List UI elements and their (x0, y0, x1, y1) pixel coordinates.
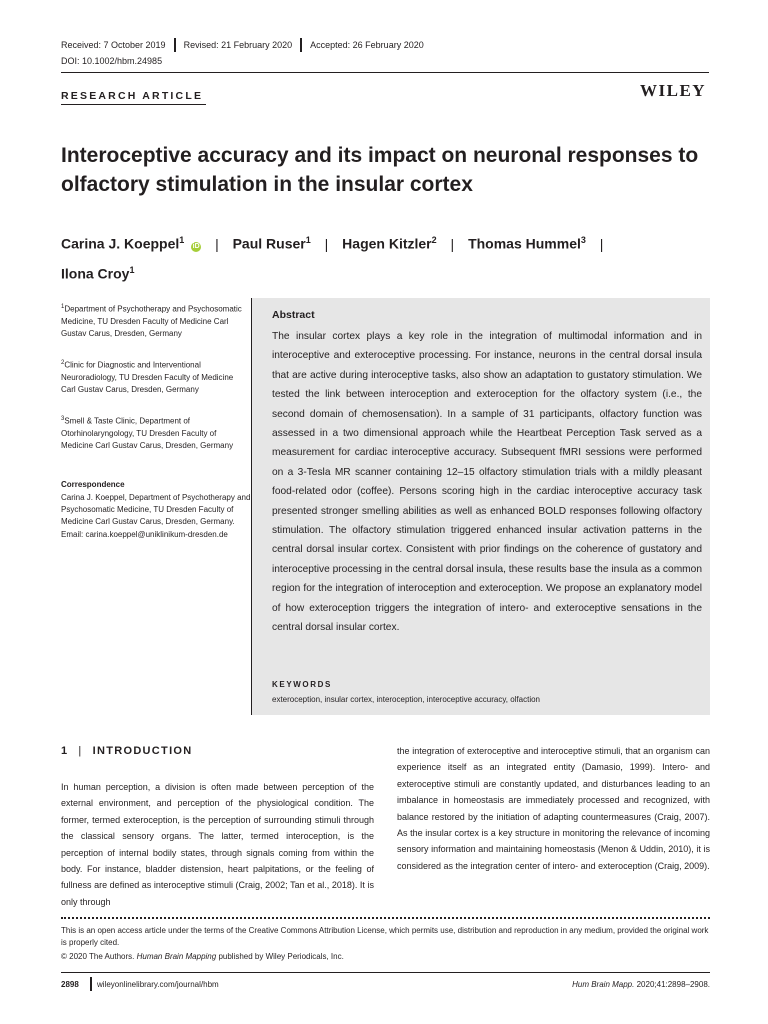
keywords-heading: KEYWORDS (272, 680, 332, 689)
citation-details: 2020;41:2898–2908. (636, 980, 710, 989)
affiliation-text: Department of Psychotherapy and Psychosomatic Medicine, TU Dresden Faculty of Medicine Carl Gustav Carus, Dresden, Germany (61, 304, 242, 339)
wiley-logo[interactable]: WILEY (640, 81, 707, 100)
journal-url[interactable]: wileyonlinelibrary.com/journal/hbm (97, 980, 219, 989)
affiliation-sup: 2 (61, 360, 65, 366)
affiliation-text: Clinic for Diagnostic and Interventional Neuroradiology, TU Dresden Faculty of Medicine Carl Gustav Carus, Dresden, Germany (61, 360, 234, 395)
citation (572, 980, 710, 989)
intro-left-column: In human perception, a division is often made between perception of the external environment, and perception of the physiological condition. The former, termed exteroception, is the perception of surrounding stimuli through the classical sensory organs. The latter, termed interoception, is the perception of internal bodily states, through signals coming from within the body. For instance, bladder distension, heart palpitations, or the feeling of fullness are defined as interoceptive stimuli (Craig, 2002; Tan et al., 2018). It is only through (61, 782, 374, 907)
affiliation-sup: 3 (61, 416, 65, 422)
section-heading (61, 745, 193, 757)
author-affil-sup: 3 (580, 235, 586, 245)
affiliation-sup: 1 (61, 304, 65, 310)
author-separator: | (450, 235, 455, 252)
article-dates (61, 38, 432, 52)
correspondence-email[interactable]: Email: carina.koeppel@uniklinikum-dresden.de (61, 529, 228, 539)
author-affil-sup: 2 (431, 235, 437, 245)
orcid-icon[interactable]: iD (192, 242, 200, 250)
article-title: Interoceptive accuracy and its impact on neuronal responses to olfactory stimulation in the insular cortex (61, 144, 699, 196)
page-number: 2898 (61, 980, 79, 989)
footnote-rule (61, 917, 710, 919)
license-text: This is an open access article under the terms of the Creative Commons Attribution License, which permits use, distribution and reproduction in any medium, provided the original work is properly cited. (61, 926, 709, 948)
correspondence-block (61, 492, 261, 541)
abstract-rule (251, 298, 252, 715)
correspondence-text: Carina J. Koeppel, Department of Psychotherapy and Psychosomatic Medicine, TU Dresden Faculty of Medicine Carl Gustav Carus, Dresden, Germany. (61, 493, 251, 527)
copyright-prefix: © 2020 The Authors. (61, 952, 135, 961)
affiliation-text: Smell & Taste Clinic, Department of Otorhinolaryngology, TU Dresden Faculty of Medicine Carl Gustav Carus, Dresden, Germany (61, 416, 234, 451)
author-affil-sup: 1 (129, 264, 135, 275)
footer-separator (90, 977, 92, 991)
citation-journal: Hum Brain Mapp. (572, 980, 635, 989)
author-affil-sup: 1 (305, 235, 311, 245)
author-name[interactable]: Thomas Hummel (468, 235, 581, 252)
copyright-journal: Human Brain Mapping (136, 952, 217, 961)
section-separator: | (78, 745, 83, 757)
section-title: INTRODUCTION (92, 745, 193, 757)
article-type-underline (61, 104, 206, 105)
author-name[interactable]: Ilona Croy (61, 265, 130, 282)
revised-date: Revised: 21 February 2020 (183, 40, 293, 50)
affiliation (61, 357, 246, 396)
author-name[interactable]: Paul Ruser (232, 235, 306, 252)
author-separator: | (215, 235, 219, 252)
section-number: 1 (61, 745, 69, 757)
footer-rule (61, 972, 710, 973)
correspondence-heading: Correspondence (61, 480, 125, 489)
author-name[interactable]: Carina J. Koeppel (61, 235, 180, 252)
affiliation (61, 413, 246, 452)
intro-right-column: the integration of exteroceptive and interoceptive stimuli, that an organism can experience itself as an integrated entity (Damasio, 1999). Intero- and exteroceptive stimuli are constantly updated, and disturbances leading to an imbalance in homeostasis are immediately processed and recognized, with balance restored by the initiation of adapting countermeasures (Craig, 2007). As the insular cortex is a key structure in monitoring the relevance of incoming sensory information and maintaining homeostasis (Menon & Uddin, 2010), it is considered as the integration center of intero- and exteroception (Craig, 2009). (397, 746, 710, 871)
author-affil-sup: 1 (179, 235, 185, 245)
author-separator: | (599, 235, 604, 252)
accepted-date: Accepted: 26 February 2020 (310, 40, 424, 50)
author-separator: | (324, 235, 329, 252)
copyright-line (61, 952, 344, 961)
header-rule (61, 72, 709, 73)
received-date: Received: 7 October 2019 (61, 40, 166, 50)
date-separator (300, 38, 302, 52)
abstract-text: The insular cortex plays a key role in the integration of multimodal information and in interoceptive and exteroceptive processing. For instance, neurons in the central dorsal insula that are active during interoceptive tasks, also show an adaptation to gustatory stimulation. We tested the link between interoception and exteroception for the olfactory system (i.e., the second domain of chemosensation). In a sample of 31 participants, olfactory function was assessed in a two dimensional approach while the Heartbeat Perception Task served as a measurement for cardiac interoceptive accuracy. Subsequent fMRI sessions were performed on a 3-Tesla MR scanner containing 12–15 olfactory stimulation trials with a mildly pleasant food-related odor (coffee). Persons scoring high in the cardiac interoceptive accuracy task presented stronger smelling abilities as well as enhanced BOLD responses following olfactory stimulation. The olfactory stimulation triggered enhanced insular activation patterns in the central dorsal insular cortex. Consistent with prior findings on the coherence of gustatory and interoceptive processing in the central dorsal insula, these results base the insula as a common region for the integration of interoception and exteroception. We propose an explanatory model of how exteroception triggers the integration of intero- and exteroceptive sensations in the central dorsal insular cortex. (272, 331, 702, 634)
date-separator (174, 38, 176, 52)
doi[interactable]: DOI: 10.1002/hbm.24985 (61, 56, 163, 66)
affiliation (61, 301, 246, 340)
abstract-heading: Abstract (272, 309, 315, 321)
author-list (61, 227, 711, 286)
author-name[interactable]: Hagen Kitzler (342, 235, 432, 252)
keywords-text: exteroception, insular cortex, interoception, interoceptive accuracy, olfaction (272, 695, 540, 704)
copyright-suffix: published by Wiley Periodicals, Inc. (218, 952, 344, 961)
article-type: RESEARCH ARTICLE (61, 90, 204, 102)
